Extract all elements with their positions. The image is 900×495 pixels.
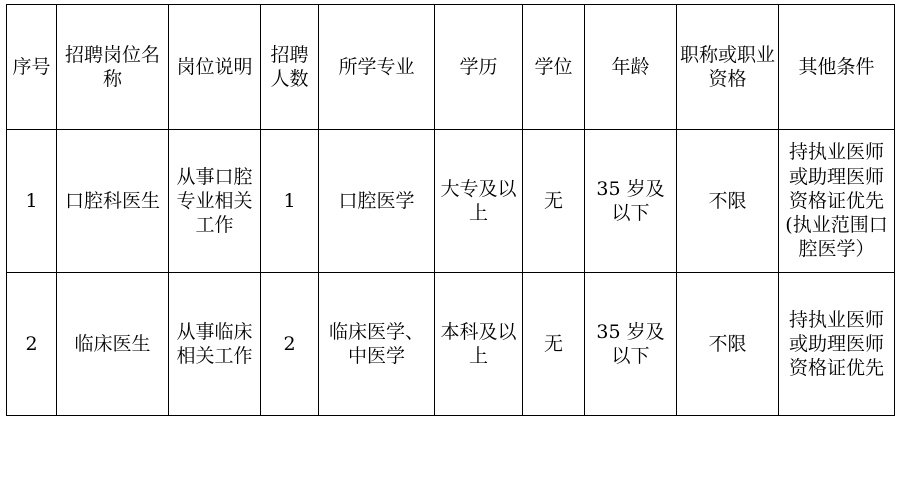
cell-other-conditions: 持执业医师或助理医师资格证优先 xyxy=(779,273,895,416)
cell-title-or-qualification: 不限 xyxy=(677,273,779,416)
table-row xyxy=(7,273,895,416)
recruitment-table xyxy=(6,4,895,416)
cell-major: 临床医学、中医学 xyxy=(319,273,435,416)
cell-major: 口腔医学 xyxy=(319,130,435,273)
cell-position-name: 口腔科医生 xyxy=(57,130,169,273)
column-header-degree: 学位 xyxy=(523,5,585,130)
cell-headcount: 1 xyxy=(261,130,319,273)
cell-age: 35 岁及以下 xyxy=(585,130,677,273)
cell-education: 本科及以上 xyxy=(435,273,523,416)
cell-other-conditions: 持执业医师或助理医师资格证优先(执业范围口腔医学） xyxy=(779,130,895,273)
column-header-major: 所学专业 xyxy=(319,5,435,130)
table-header-row xyxy=(7,5,895,130)
table-row xyxy=(7,130,895,273)
column-header-other-conditions: 其他条件 xyxy=(779,5,895,130)
cell-position-description: 从事临床相关工作 xyxy=(169,273,261,416)
cell-index: 1 xyxy=(7,130,57,273)
cell-degree: 无 xyxy=(523,130,585,273)
column-header-position-name: 招聘岗位名称 xyxy=(57,5,169,130)
column-header-education: 学历 xyxy=(435,5,523,130)
cell-degree: 无 xyxy=(523,273,585,416)
cell-position-description: 从事口腔专业相关工作 xyxy=(169,130,261,273)
cell-education: 大专及以上 xyxy=(435,130,523,273)
cell-headcount: 2 xyxy=(261,273,319,416)
column-header-headcount: 招聘人数 xyxy=(261,5,319,130)
cell-index: 2 xyxy=(7,273,57,416)
column-header-title-or-qualification: 职称或职业资格 xyxy=(677,5,779,130)
cell-title-or-qualification: 不限 xyxy=(677,130,779,273)
column-header-index: 序号 xyxy=(7,5,57,130)
column-header-age: 年龄 xyxy=(585,5,677,130)
cell-position-name: 临床医生 xyxy=(57,273,169,416)
table-header xyxy=(7,5,895,130)
column-header-position-description: 岗位说明 xyxy=(169,5,261,130)
cell-age: 35 岁及以下 xyxy=(585,273,677,416)
table-body xyxy=(7,130,895,416)
